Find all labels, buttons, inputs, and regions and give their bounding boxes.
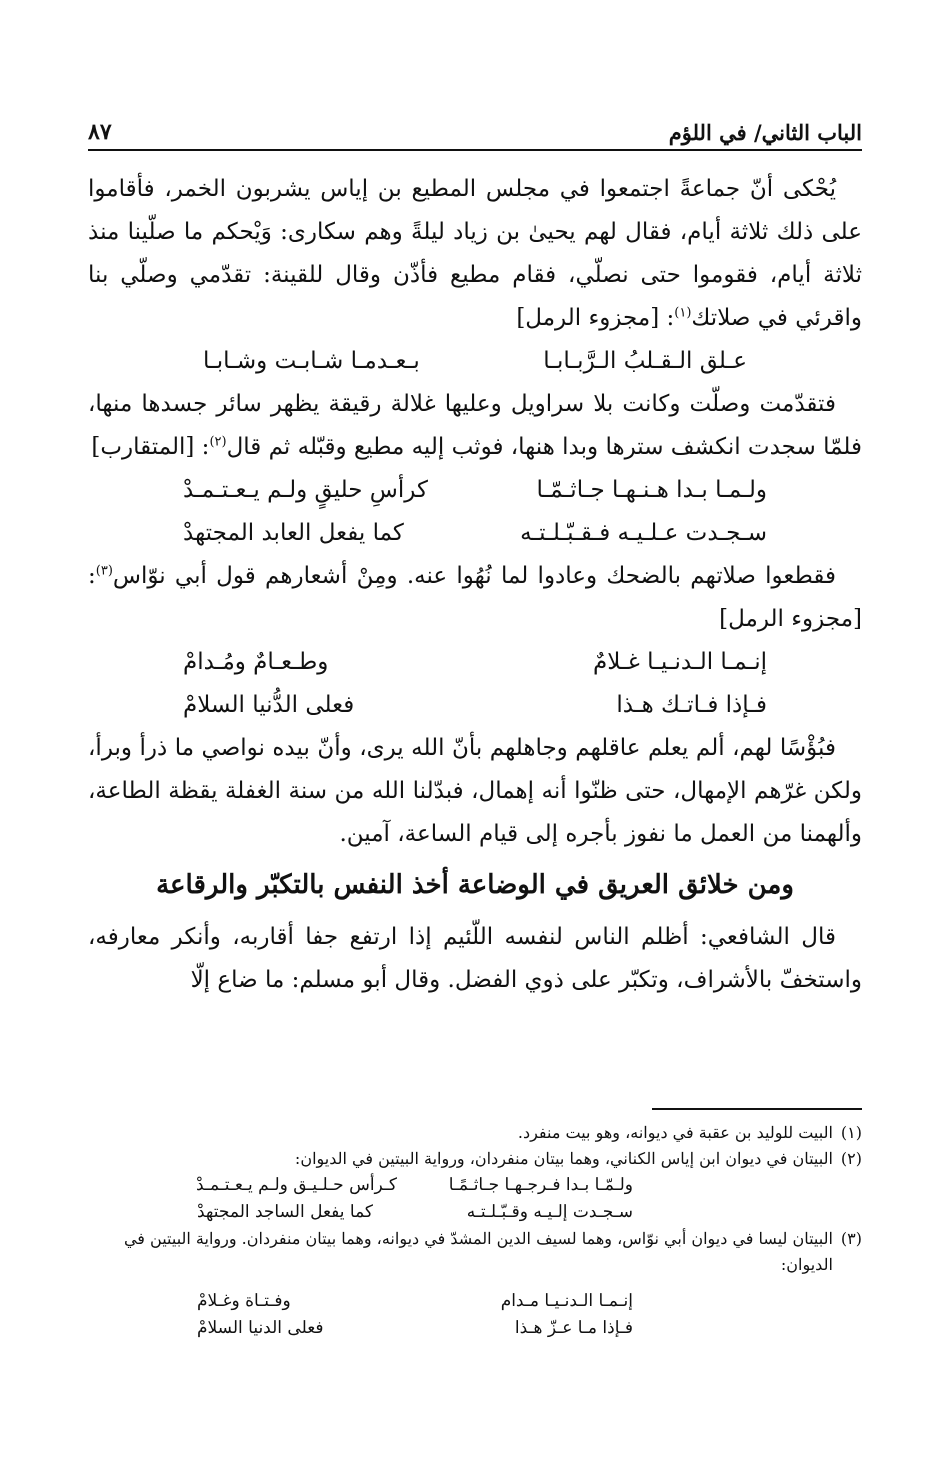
- paragraph-1: يُحْكى أنّ جماعةً اجتمعوا في مجلس المطيع بن إياس يشربون الخمر، فأقاموا على ذلك ثلاثة أيام، فقال لهم يحيىٰ بن زياد ليلةً وهم سكارى: وَيْحكم ما صلّينا منذ ثلاثة أيام، فقوموا حتى نصلّي، فقام مطيع فأذّن وقال للقينة: تقدّمي وصلّي بنا واقرئي في صلاتك$^{(١)}$: [مجزوء الرمل]: [88, 176, 862, 331]
- verse-second-hemistich: فعلى الدنيا السلامْ: [197, 1318, 324, 1338]
- verse-first-hemistich: ولـمـا بـدا هـنـهـا جـاثـمّـا: [536, 477, 767, 503]
- footnote-2-verse-b: [88, 1199, 862, 1226]
- verse-2b: [88, 512, 862, 555]
- meter-label: [مجزوء الرمل]: [516, 305, 660, 331]
- verse-first-hemistich: إنـمـا الـدنـيـا مـدام: [500, 1291, 633, 1311]
- verse-first-hemistich: سـجـدت إلـيـه وقـبّـلـتـه: [466, 1202, 633, 1222]
- footnote-ref-1: (١): [674, 305, 692, 321]
- paragraph-2: فتقدّمت وصلّت وكانت بلا سراويل وعليها غلالة رقيقة يظهر سائر جسدها منها، فلمّا سجدت انكشف سترها وبدا هنها، فوثب إليه مطيع وقبّله ثم قال$^{(٢)}$: [المتقارب]: [88, 391, 862, 460]
- footnote-1: [88, 1120, 862, 1146]
- page-header: [88, 113, 862, 151]
- paragraph-5: قال الشافعي: أظلم الناس لنفسه اللّئيم إذا ارتفع جفا أقاربه، وأنكر معارفه، واستخفّ بالأشراف، وتكبّر على ذوي الفضل. وقال أبو مسلم: ما ضاع إلّا: [88, 924, 862, 993]
- verse-second-hemistich: كرأسِ حليقٍ ولـم يـعـتـمـدْ: [183, 477, 428, 503]
- footnote-number: (١): [840, 1123, 862, 1142]
- verse-second-hemistich: وفـتـاة وغـلامْ: [197, 1291, 291, 1311]
- footnote-text: البيتان ليسا في ديوان أبي نوّاس، وهما لسيف الدين المشدّ في ديوانه، وهما بيتان منفردان. ورواية البيتين في الديوان:: [123, 1229, 833, 1274]
- paragraph-3: فقطعوا صلاتهم بالضحك وعادوا لما نُهُوا عنه. ومِنْ أشعارهم قول أبي نوّاس$^{(٣)}$: [مجزوء الرمل]: [88, 563, 862, 632]
- footnote-3-verse-b: [88, 1315, 862, 1342]
- paragraph-2-text: فتقدّمت وصلّت وكانت بلا سراويل وعليها غلالة رقيقة يظهر سائر جسدها منها، فلمّا سجدت انكشف سترها وبدا هنها، فوثب إليه مطيع وقبّله ثم قال: [88, 391, 862, 460]
- verse-1-first-hemistich: عـلق الـقـلبُ الـرَّبـابـا: [543, 348, 747, 374]
- verse-second-hemistich: وطـعـامٌ ومُـدامْ: [183, 649, 329, 675]
- paragraph-1-text: يُحْكى أنّ جماعةً اجتمعوا في مجلس المطيع بن إياس يشربون الخمر، فأقاموا على ذلك ثلاثة أيام، فقال لهم يحيىٰ بن زياد ليلةً وهم سكارى: وَيْحكم ما صلّينا منذ ثلاثة أيام، فقوموا حتى نصلّي، فقام مطيع فأذّن وقال للقينة: تقدّمي وصلّي بنا واقرئي في صلاتك: [88, 176, 862, 331]
- page-number: ٨٧: [88, 119, 112, 145]
- verse-second-hemistich: كما يفعل العابد المجتهدْ: [183, 520, 404, 546]
- section-heading: ومن خلائق العريق في الوضاعة أخذ النفس بالتكبّر والرقاعة: [156, 870, 794, 900]
- footnote-2-verse-a: [88, 1172, 862, 1199]
- footnote-3-verse-a: [88, 1288, 862, 1315]
- footnote-3: [88, 1226, 862, 1278]
- meter-label: [المتقارب]: [91, 434, 195, 460]
- verse-first-hemistich: سـجـدت عـلـيـه فـقـبّـلـتـه: [520, 520, 767, 546]
- main-text: [88, 168, 862, 1002]
- verse-1-second-hemistich: بـعـدمـا شـابـت وشـابـا: [203, 348, 420, 374]
- meter-label: [مجزوء الرمل]: [719, 606, 862, 632]
- footnote-text: البيت للوليد بن عقبة في ديوانه، وهو بيت منفرد.: [517, 1123, 833, 1142]
- paragraph-3-text: فقطعوا صلاتهم بالضحك وعادوا لما نُهُوا عنه. ومِنْ أشعارهم قول أبي نوّاس: [112, 563, 836, 589]
- footnote-2: [88, 1146, 862, 1172]
- footnote-divider: [652, 1108, 862, 1110]
- verse-2a: [88, 469, 862, 512]
- verse-second-hemistich: كما يفعل الساجد المجتهدْ: [197, 1202, 373, 1222]
- verse-second-hemistich: كـرأس حـلـيـق ولـم يـعـتـمـدْ: [196, 1175, 397, 1195]
- verse-first-hemistich: فـإذا فـاتـك هـذا: [616, 692, 767, 718]
- verse-first-hemistich: ولـمّـا بـدا فـرجـهـا جـاثـمًـا: [448, 1175, 633, 1195]
- running-head: الباب الثاني/ في اللؤم: [668, 120, 862, 145]
- paragraph-4: فبُؤْسًا لهم، ألم يعلم عاقلهم وجاهلهم بأنّ الله يرى، وأنّ بيده نواصي ما ذرأ وبرأ، ولكن غرّهم الإمهال، حتى ظنّوا أنه إهمال، فبدّلنا الله من سنة الغفلة يقظة الطاعة، وألهمنا من العمل ما نفوز بأجره إلى قيام الساعة، آمين.: [88, 735, 862, 847]
- verse-3a: [88, 641, 862, 684]
- verse-3b: [88, 684, 862, 727]
- footnote-number: (٣): [840, 1229, 862, 1248]
- footnote-number: (٢): [840, 1149, 862, 1168]
- verse-first-hemistich: إنـمـا الـدنـيـا غـلامٌ: [593, 649, 767, 675]
- verse-second-hemistich: فعلى الدُّنيا السلامْ: [183, 692, 355, 718]
- footnotes: [88, 1108, 862, 1342]
- verse-first-hemistich: فـإذا مـا عـزّ هـذا: [514, 1318, 633, 1338]
- footnote-ref-2: (٢): [209, 434, 227, 450]
- footnote-text: البيتان في ديوان ابن إياس الكناني، وهما بيتان منفردان، ورواية البيتين في الديوان:: [294, 1149, 833, 1168]
- verse-1: [88, 340, 862, 383]
- footnote-ref-3: (٣): [95, 563, 113, 579]
